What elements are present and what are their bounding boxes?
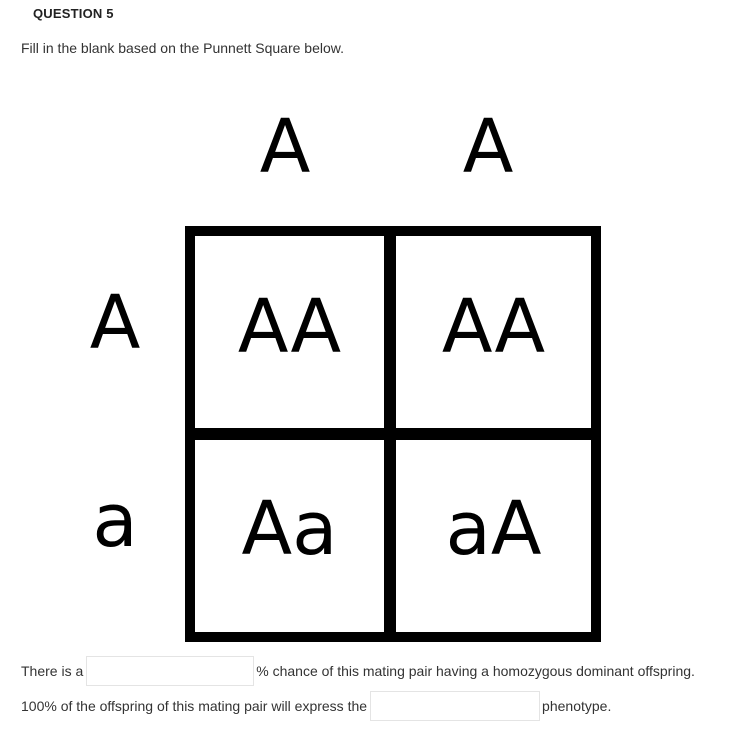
punnett-cell-bottom-right: aA [445,486,542,572]
row-header-allele-2: a [92,478,138,564]
punnett-cell-top-right: AA [441,284,546,370]
row-header-allele-1: A [89,280,141,366]
punnett-cell-top-left: AA [237,284,342,370]
question-title: QUESTION 5 [33,6,114,21]
fill-in-line-1 [21,656,695,686]
punnett-grid-horizontal-divider [185,428,601,440]
line-1-suffix: % chance of this mating pair having a homozygous dominant offspring. [256,663,695,679]
phenotype-blank-input[interactable] [370,691,540,721]
line-1-prefix: There is a [21,663,84,679]
line-2-prefix: 100% of the offspring of this mating pair will express the [21,698,368,714]
punnett-cell-bottom-left: Aa [241,486,338,572]
column-header-allele-2: A [462,104,514,190]
column-header-allele-1: A [259,104,311,190]
percent-chance-blank-input[interactable] [86,656,254,686]
line-2-suffix: phenotype. [542,698,612,714]
question-prompt: Fill in the blank based on the Punnett Square below. [21,40,344,56]
fill-in-line-2 [21,691,611,721]
